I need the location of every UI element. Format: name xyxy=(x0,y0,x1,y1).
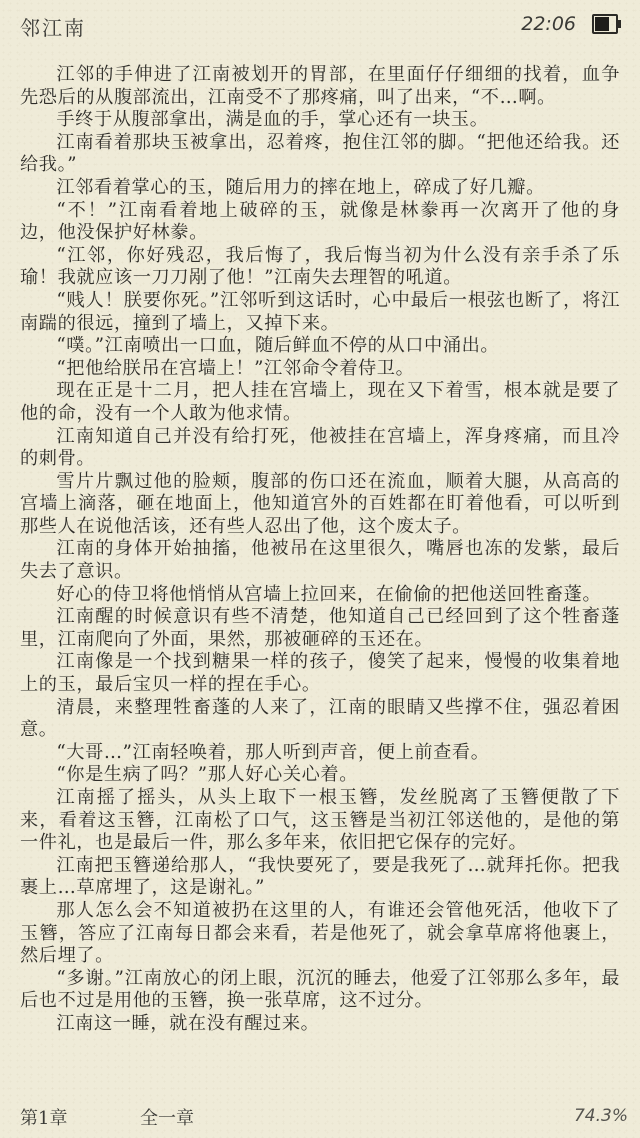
paragraph: 江南的身体开始抽搐，他被吊在这里很久，嘴唇也冻的发紫，最后失去了意识。 xyxy=(20,538,620,583)
paragraph: “贱人！朕要你死。”江邻听到这话时，心中最后一根弦也断了，将江南踹的很远，撞到了墙上，又掉下来。 xyxy=(20,289,620,334)
paragraph: 江南知道自己并没有给打死，他被挂在宫墙上，浑身疼痛，而且冷的刺骨。 xyxy=(20,425,620,470)
paragraph: 江南像是一个找到糖果一样的孩子，傻笑了起来，慢慢的收集着地上的玉，最后宝贝一样的捏在手心。 xyxy=(20,651,620,696)
paragraph: 雪片片飘过他的脸颊，腹部的伤口还在流血，顺着大腿，从高高的宫墙上滴落，砸在地面上，他知道宫外的百姓都在盯着他看，可以听到那些人在说他活该，还有些人忍出了他，这个废太子。 xyxy=(20,470,620,537)
status-bar xyxy=(0,0,640,52)
paragraph: 那人怎么会不知道被扔在这里的人，有谁还会管他死活，他收下了玉簪，答应了江南每日都会来看，若是他死了，就会拿草席将他裹上，然后埋了。 xyxy=(20,899,620,967)
paragraph: 清晨，来整理牲畜蓬的人来了，江南的眼睛又些撑不住，强忍着困意。 xyxy=(20,696,620,741)
paragraph: 江南看着那块玉被拿出，忍着疼，抱住江邻的脚。“把他还给我。还给我。” xyxy=(20,131,620,176)
paragraph: 江邻的手伸进了江南被划开的胃部，在里面仔仔细细的找着，血争先恐后的从腹部流出，江南受不了那疼痛，叫了出来，“不…啊。 xyxy=(20,64,620,108)
paragraph: 江邻看着掌心的玉，随后用力的摔在地上，碎成了好几瓣。 xyxy=(56,176,545,198)
paragraph: “多谢。”江南放心的闭上眼，沉沉的睡去，他爱了江邻那么多年，最后也不过是用他的玉簪，换一张草席，这不过分。 xyxy=(20,967,620,1012)
battery-tip xyxy=(618,20,621,28)
battery-fill xyxy=(595,17,609,31)
paragraph: 江南醒的时候意识有些不清楚，他知道自己已经回到了这个牲畜蓬里，江南爬向了外面，果然，那被砸碎的玉还在。 xyxy=(20,606,620,650)
paragraph: 手终于从腹部拿出，满是血的手，掌心还有一块玉。 xyxy=(56,109,489,131)
paragraph: 江南把玉簪递给那人，“我快要死了，要是我死了…就拜托你。把我裹上…草席埋了，这是谢礼。” xyxy=(20,854,620,899)
paragraph: “噗。”江南喷出一口血，随后鲜血不停的从口中涌出。 xyxy=(56,335,500,357)
paragraph: 好心的侍卫将他悄悄从宫墙上拉回来，在偷偷的把他送回牲畜蓬。 xyxy=(56,583,602,605)
paragraph: “你是生病了吗？”那人好心关心着。 xyxy=(56,764,358,786)
paragraph: “大哥…”江南轻唤着，那人听到声音，便上前查看。 xyxy=(56,741,490,763)
paragraph: 现在正是十二月，把人挂在宫墙上，现在又下着雪，根本就是要了他的命，没有一个人敢为他求情。 xyxy=(20,380,620,424)
reading-progress: 74.3% xyxy=(573,1106,628,1126)
paragraph: “江邻，你好残忍，我后悔了，我后悔当初为什么没有亲手杀了乐瑜！我就应该一刀刀剐了他！”江南失去理智的吼道。 xyxy=(20,244,620,289)
paragraph: “把他给朕吊在宫墙上！”江邻命令着侍卫。 xyxy=(56,357,415,379)
clock: 22:06 xyxy=(521,13,576,35)
chapter-number: 第1章 xyxy=(20,1108,68,1129)
paragraph: “不！”江南看着地上破碎的玉，就像是林豢再一次离开了他的身边，他没保护好林豢。 xyxy=(20,199,620,244)
paragraph: 江南摇了摇头，从头上取下一根玉簪，发丝脱离了玉簪便散了下来，看着这玉簪，江南松了口气，这玉簪是当初江邻送他的，是他的第一件礼，也是最后一件，那么多年来，依旧把它保存的完好。 xyxy=(20,787,620,854)
battery-icon xyxy=(592,14,622,34)
paragraph: 江南这一睡，就在没有醒过来。 xyxy=(56,1012,320,1034)
book-title: 邻江南 xyxy=(20,16,86,40)
chapter-title: 全一章 xyxy=(140,1108,194,1129)
reader-footer xyxy=(0,1098,640,1138)
chapter-text[interactable] xyxy=(20,64,620,1036)
